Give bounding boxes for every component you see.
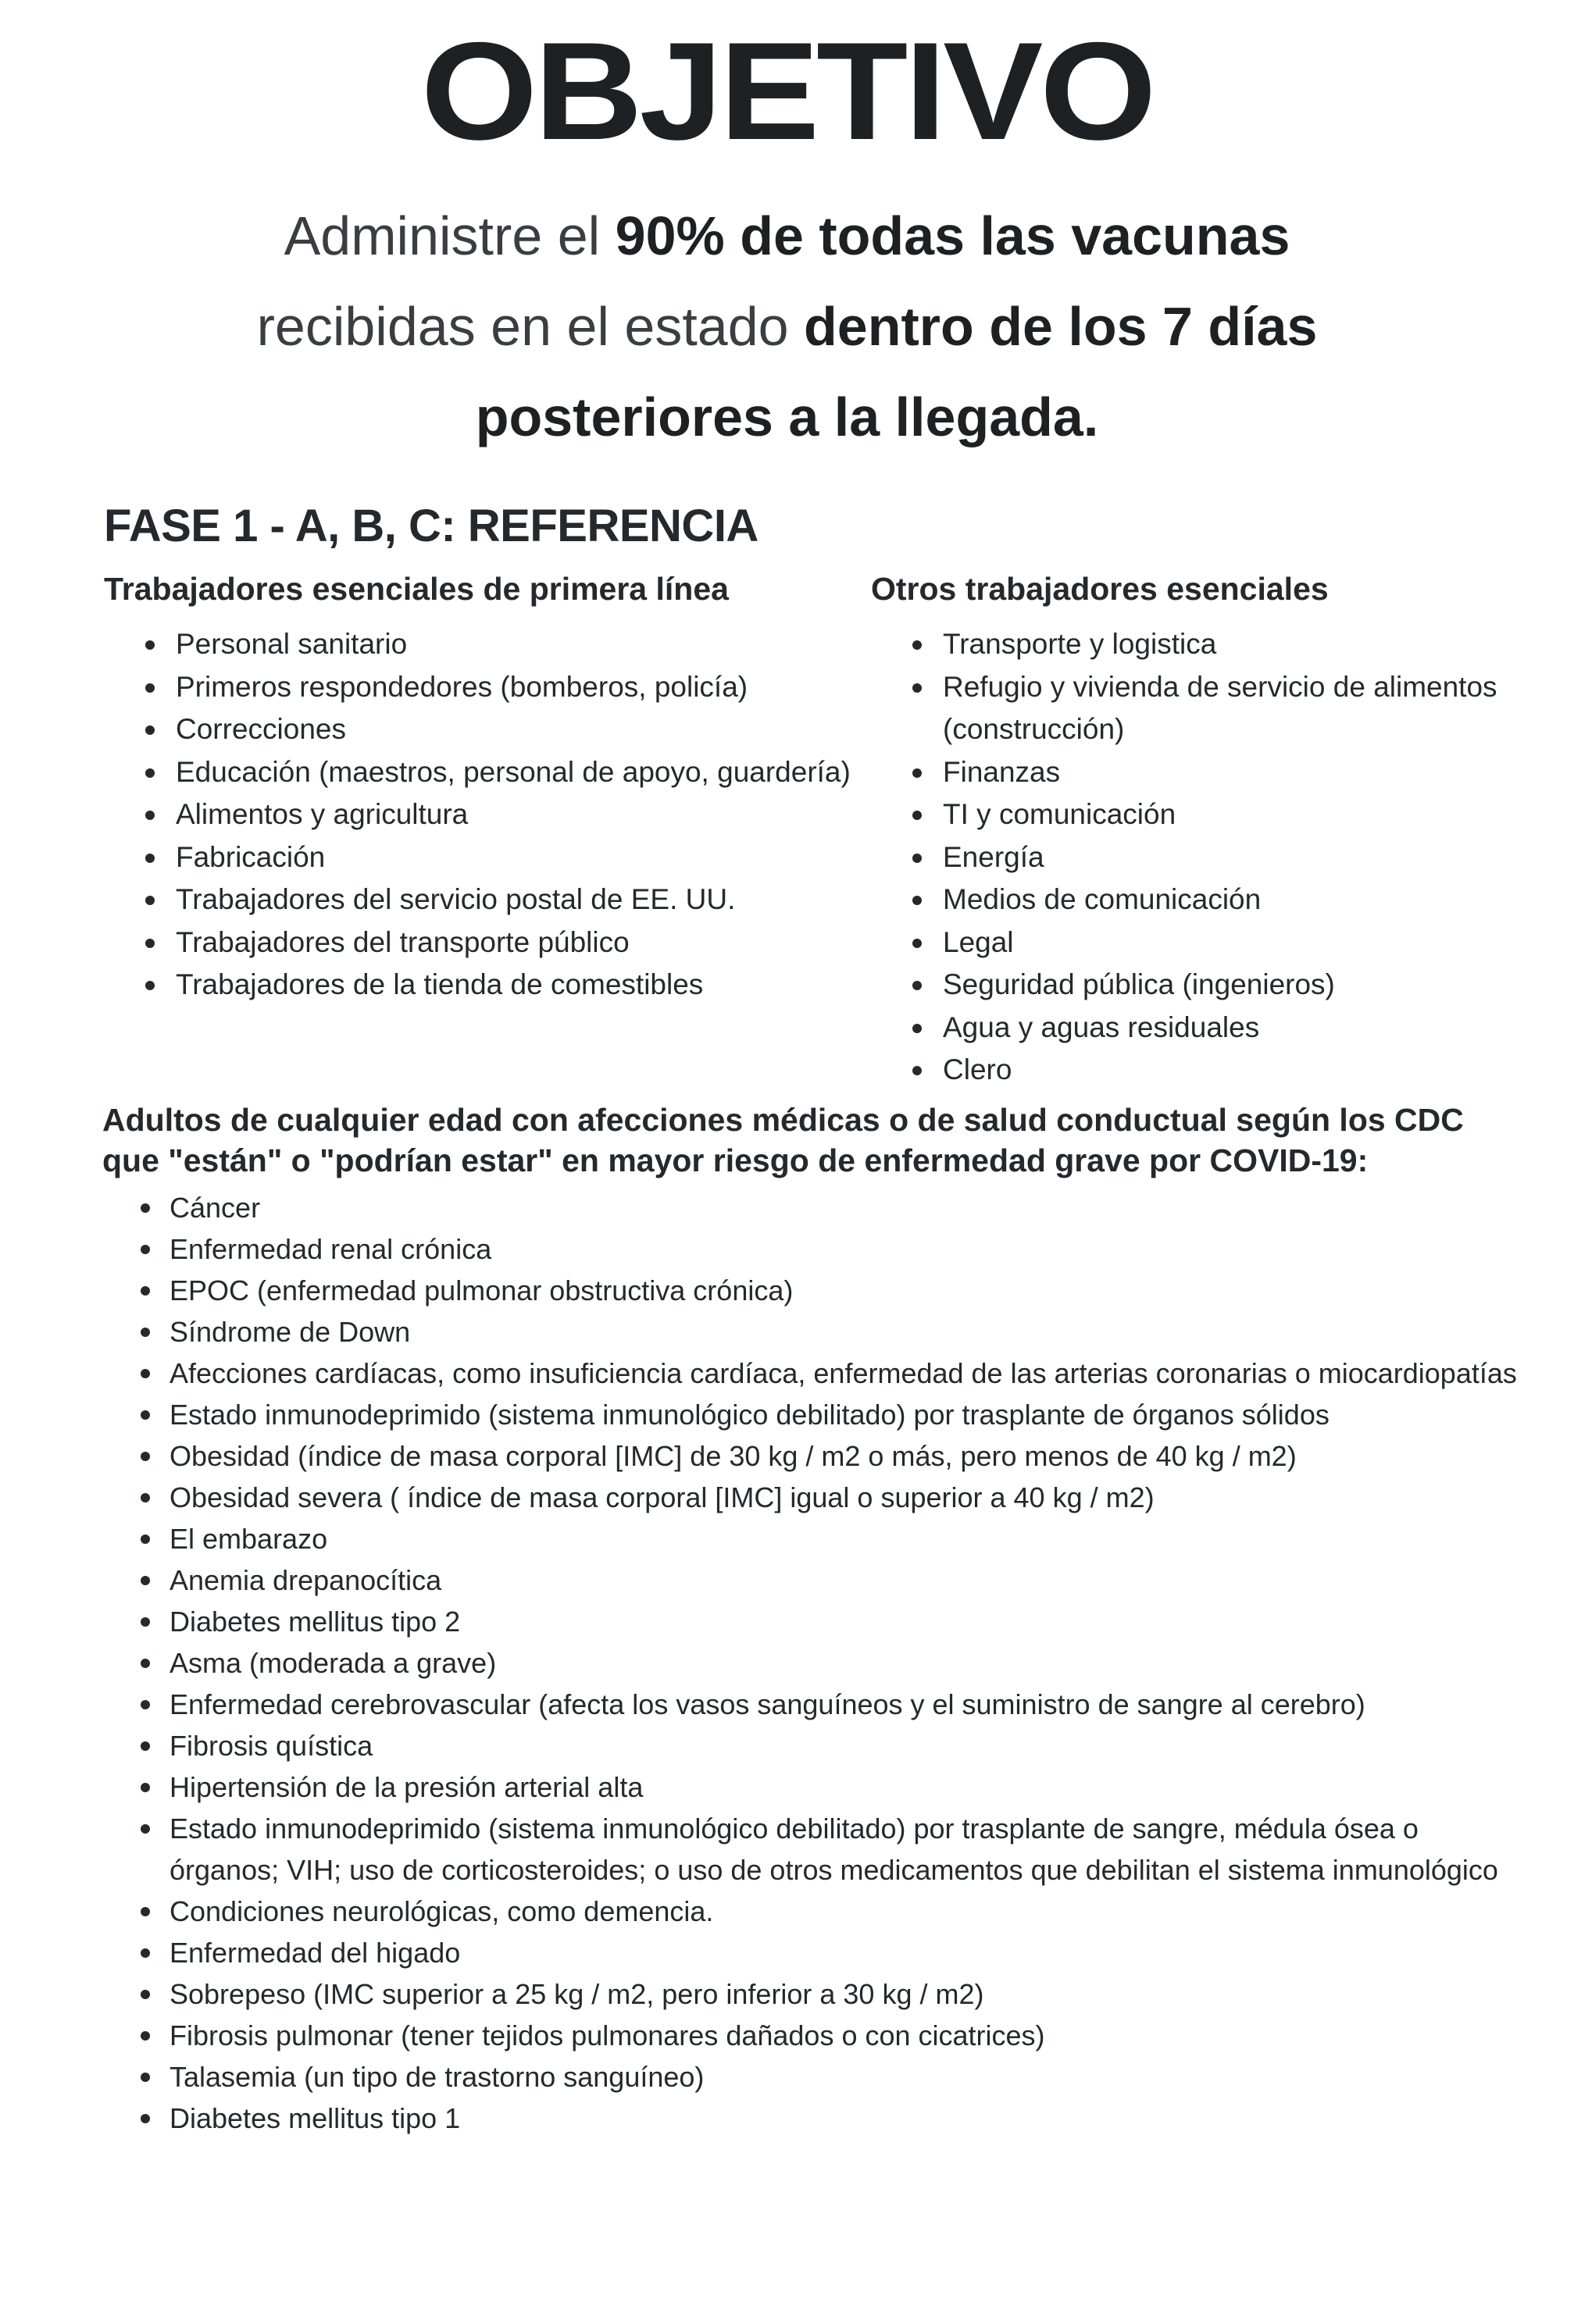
bullet-icon: [912, 896, 922, 905]
bullet-icon: [912, 640, 922, 650]
list-item-text: Fibrosis pulmonar (tener tejidos pulmonares dañados o con cicatrices): [170, 2019, 1045, 2051]
list-item: [102, 1973, 1524, 2015]
list-item-text: El embarazo: [170, 1523, 328, 1555]
other-workers-list: [871, 623, 1574, 1092]
other-workers-column: [871, 565, 1574, 1092]
bullet-icon: [145, 854, 155, 863]
bullet-icon: [141, 1741, 150, 1751]
bullet-icon: [141, 1534, 150, 1544]
frontline-workers-heading: Trabajadores esenciales de primera línea: [104, 571, 729, 607]
list-item-text: Legal: [943, 925, 1014, 958]
phase-section-title: FASE 1 - A, B, C: REFERENCIA: [104, 501, 758, 551]
list-item: [871, 666, 1574, 751]
list-item: [102, 1187, 1524, 1228]
list-item-text: EPOC (enfermedad pulmonar obstructiva crónica): [170, 1274, 794, 1306]
list-item-text: Finanzas: [943, 755, 1061, 788]
list-item: [104, 751, 869, 794]
medical-conditions-section: [102, 1187, 1524, 2139]
list-item: [871, 793, 1574, 836]
medical-conditions-list: [102, 1187, 1524, 2139]
bullet-icon: [141, 1410, 150, 1420]
bullet-icon: [912, 854, 922, 863]
list-item: [102, 1601, 1524, 1642]
list-item-text: Diabetes mellitus tipo 1: [170, 2102, 461, 2134]
bullet-icon: [912, 981, 922, 990]
bullet-icon: [141, 2031, 150, 2041]
list-item-text: Medios de comunicación: [943, 883, 1262, 915]
list-item: [104, 623, 869, 666]
bullet-icon: [141, 1700, 150, 1709]
bullet-icon: [912, 768, 922, 778]
list-item: [104, 708, 869, 751]
bullet-icon: [912, 1024, 922, 1033]
list-item-text: Sobrepeso (IMC superior a 25 kg / m2, pero inferior a 30 kg / m2): [170, 1978, 984, 2010]
list-item-text: Enfermedad del higado: [170, 1937, 461, 1969]
list-item: [102, 1932, 1524, 1973]
list-item-text: Primeros respondedores (bomberos, policía): [176, 670, 748, 703]
bullet-icon: [912, 1066, 922, 1075]
list-item-text: Trabajadores de la tienda de comestibles: [176, 968, 704, 1000]
list-item: [102, 2015, 1524, 2056]
list-item: [871, 751, 1574, 794]
list-item: [102, 1559, 1524, 1601]
list-item-text: Agua y aguas residuales: [943, 1011, 1260, 1043]
list-item-text: Correcciones: [176, 713, 346, 745]
list-item-text: Alimentos y agricultura: [176, 798, 469, 830]
list-item-text: Obesidad (índice de masa corporal [IMC] de 30 kg / m2 o más, pero menos de 40 kg / m2): [170, 1440, 1297, 1472]
list-item: [871, 836, 1574, 879]
list-item-text: Condiciones neurológicas, como demencia.: [170, 1895, 714, 1927]
bullet-icon: [912, 939, 922, 948]
list-item: [102, 1435, 1524, 1477]
frontline-workers-column: [104, 565, 869, 1007]
list-item: [102, 2098, 1524, 2139]
objective-line-2: [0, 281, 1574, 372]
list-item: [102, 1808, 1524, 1891]
list-item-text: Diabetes mellitus tipo 2: [170, 1606, 461, 1638]
list-item: [104, 836, 869, 879]
list-item-text: Cáncer: [170, 1192, 261, 1224]
bullet-icon: [141, 2114, 150, 2123]
list-item: [871, 623, 1574, 666]
bullet-icon: [141, 1659, 150, 1668]
objective-line-1: [0, 191, 1574, 281]
list-item-text: Energía: [943, 840, 1044, 873]
list-item: [871, 1049, 1574, 1092]
list-item-text: Afecciones cardíacas, como insuficiencia cardíaca, enfermedad de las arterias coronarias o miocardiopatías: [170, 1357, 1517, 1389]
objective-line-1-light: Administre el: [284, 205, 616, 266]
bullet-icon: [141, 1990, 150, 1999]
objective-line-1-bold: 90% de todas las vacunas: [615, 205, 1290, 266]
bullet-icon: [141, 1948, 150, 1958]
bullet-icon: [141, 1907, 150, 1916]
bullet-icon: [141, 1203, 150, 1213]
bullet-icon: [912, 811, 922, 820]
list-item-text: Clero: [943, 1053, 1012, 1085]
list-item-text: Enfermedad cerebrovascular (afecta los vasos sanguíneos y el suministro de sangre al cerebro): [170, 1688, 1365, 1720]
list-item-text: Estado inmunodeprimido (sistema inmunológico debilitado) por trasplante de órganos sólidos: [170, 1399, 1330, 1431]
list-item-text: Transporte y logistica: [943, 628, 1217, 660]
list-item-text: Asma (moderada a grave): [170, 1647, 497, 1679]
list-item-text: Fibrosis quística: [170, 1730, 373, 1762]
bullet-icon: [141, 1783, 150, 1792]
list-item: [102, 1642, 1524, 1684]
list-item-text: Refugio y vivienda de servicio de alimentos (construcción): [943, 670, 1497, 745]
bullet-icon: [141, 1286, 150, 1296]
list-item: [102, 1270, 1524, 1311]
list-item: [104, 921, 869, 964]
objective-line-2-light: recibidas en el estado: [256, 296, 805, 357]
other-workers-heading: Otros trabajadores esenciales: [871, 571, 1329, 607]
frontline-workers-list: [104, 623, 869, 1007]
list-item-text: Estado inmunodeprimido (sistema inmunológico debilitado) por trasplante de sangre, médula ósea o órganos; VIH; uso de corticosteroides; o uso de otros medicamentos que debilitan el sistema inmunológico: [170, 1813, 1498, 1886]
bullet-icon: [145, 981, 155, 990]
list-item: [104, 879, 869, 921]
list-item-text: TI y comunicación: [943, 798, 1176, 830]
bullet-icon: [145, 811, 155, 820]
list-item: [102, 1684, 1524, 1725]
list-item-text: Obesidad severa ( índice de masa corporal [IMC] igual o superior a 40 kg / m2): [170, 1481, 1155, 1513]
list-item-text: Anemia drepanocítica: [170, 1564, 442, 1596]
list-item-text: Talasemia (un tipo de trastorno sanguíneo): [170, 2061, 705, 2093]
bullet-icon: [141, 1576, 150, 1585]
bullet-icon: [912, 683, 922, 693]
bullet-icon: [141, 2073, 150, 2082]
objective-line-3: [0, 372, 1574, 462]
list-item: [871, 921, 1574, 964]
list-item: [871, 964, 1574, 1007]
list-item: [104, 964, 869, 1007]
list-item: [102, 1353, 1524, 1394]
list-item: [871, 1007, 1574, 1050]
list-item: [102, 1477, 1524, 1518]
bullet-icon: [145, 896, 155, 905]
list-item-text: Educación (maestros, personal de apoyo, guardería): [176, 755, 851, 788]
medical-conditions-heading: Adultos de cualquier edad con afecciones médicas o de salud conductual según los CDC que "están" o "podrían estar" en mayor riesgo de enfermedad grave por COVID-19:: [102, 1102, 1464, 1178]
bullet-icon: [145, 640, 155, 650]
list-item: [102, 1518, 1524, 1559]
bullet-icon: [145, 725, 155, 735]
bullet-icon: [141, 1245, 150, 1254]
list-item: [102, 1311, 1524, 1353]
bullet-icon: [141, 1493, 150, 1502]
bullet-icon: [145, 939, 155, 948]
bullet-icon: [141, 1452, 150, 1461]
bullet-icon: [145, 768, 155, 778]
list-item-text: Enfermedad renal crónica: [170, 1233, 492, 1265]
list-item: [102, 1394, 1524, 1435]
list-item: [102, 1228, 1524, 1270]
list-item: [104, 666, 869, 709]
bullet-icon: [141, 1328, 150, 1337]
objective-line-3-bold: posteriores a la llegada.: [475, 387, 1099, 447]
objective-line-2-bold: dentro de los 7 días: [804, 296, 1318, 357]
bullet-icon: [141, 1824, 150, 1834]
list-item-text: Síndrome de Down: [170, 1316, 411, 1348]
list-item-text: Hipertensión de la presión arterial alta: [170, 1771, 644, 1803]
list-item: [102, 2056, 1524, 2098]
list-item-text: Trabajadores del transporte público: [176, 925, 630, 958]
list-item: [102, 1725, 1524, 1766]
bullet-icon: [145, 683, 155, 693]
list-item-text: Fabricación: [176, 840, 326, 873]
list-item-text: Seguridad pública (ingenieros): [943, 968, 1335, 1000]
list-item-text: Trabajadores del servicio postal de EE. UU.: [176, 883, 736, 915]
list-item: [104, 793, 869, 836]
page-title: OBJETIVO: [420, 13, 1154, 169]
list-item-text: Personal sanitario: [176, 628, 408, 660]
bullet-icon: [141, 1369, 150, 1378]
list-item: [871, 879, 1574, 921]
bullet-icon: [141, 1617, 150, 1627]
list-item: [102, 1891, 1524, 1932]
objective-statement: [0, 191, 1574, 462]
list-item: [102, 1766, 1524, 1808]
